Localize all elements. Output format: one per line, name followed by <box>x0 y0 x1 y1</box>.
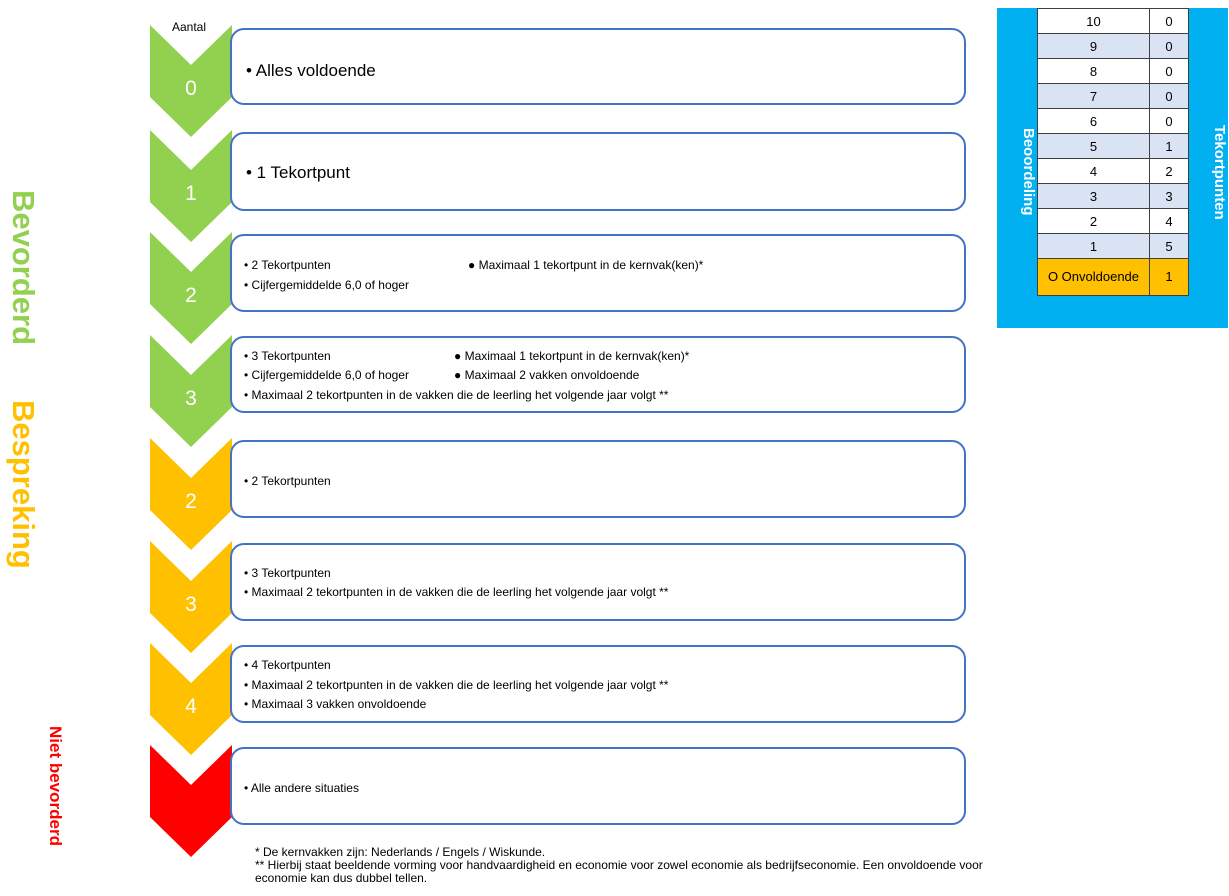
grade-row <box>1038 134 1189 159</box>
rule-text: • 1 Tekortpunt <box>246 163 350 182</box>
grade-row <box>1038 84 1189 109</box>
grade-row <box>1038 109 1189 134</box>
points-cell: 0 <box>1150 109 1189 134</box>
rule-text: • Maximaal 2 tekortpunten in de vakken die de leerling het volgende jaar volgt ** <box>244 585 669 599</box>
grade-cell: 2 <box>1038 209 1150 234</box>
rule-box-4 <box>230 440 966 518</box>
grade-cell: 7 <box>1038 84 1150 109</box>
rule-box-7 <box>230 747 966 825</box>
rule-text: • 2 Tekortpunten <box>244 258 331 272</box>
rule-box-1 <box>230 132 966 211</box>
grade-cell: 1 <box>1038 234 1150 259</box>
points-cell: 2 <box>1150 159 1189 184</box>
rule-box-0 <box>230 28 966 105</box>
chevron-number: 1 <box>185 182 197 205</box>
grade-cell: 6 <box>1038 109 1150 134</box>
rule-text: ● Maximaal 1 tekortpunt in de kernvak(ken)* <box>454 349 690 363</box>
grade-row <box>1038 159 1189 184</box>
rule-box-2 <box>230 234 966 312</box>
rule-box-5 <box>230 543 966 621</box>
rule-text: • 3 Tekortpunten <box>244 349 331 363</box>
rule-text: • Maximaal 2 tekortpunten in de vakken die de leerling het volgende jaar volgt ** <box>244 388 669 402</box>
grade-row <box>1038 9 1189 34</box>
rule-text: • Cijfergemiddelde 6,0 of hoger <box>244 278 409 292</box>
points-cell: 0 <box>1150 84 1189 109</box>
bevorderd-label: Bevorderd <box>6 190 41 346</box>
footnotes <box>255 846 1015 885</box>
rule-text: • Maximaal 2 tekortpunten in de vakken die de leerling het volgende jaar volgt ** <box>244 678 669 692</box>
grade-cell: 5 <box>1038 134 1150 159</box>
points-cell: 0 <box>1150 59 1189 84</box>
chevron-red <box>150 745 232 857</box>
grade-row <box>1038 209 1189 234</box>
footnote-beeldende-vorming: ** Hierbij staat beeldende vorming voor handvaardigheid en economie voor zowel economie als bedrijfseconomie. Een onvoldoende voor economie kan dus dubbel tellen. <box>255 858 983 885</box>
niet-bevorderd-label: Niet bevorderd <box>46 726 65 846</box>
rule-text: • 4 Tekortpunten <box>244 658 331 672</box>
rule-text: • Cijfergemiddelde 6,0 of hoger <box>244 368 409 382</box>
grade-cell: 4 <box>1038 159 1150 184</box>
points-cell: 0 <box>1150 9 1189 34</box>
chevron-number: 2 <box>185 284 197 307</box>
chevron-column <box>0 0 240 896</box>
chevron-number: 0 <box>185 77 197 100</box>
grade-cell: O Onvoldoende <box>1038 259 1150 296</box>
chevron-number: 3 <box>185 387 197 410</box>
bespreking-label: Bespreking <box>6 400 41 569</box>
rule-box-3 <box>230 336 966 413</box>
grade-cell: 8 <box>1038 59 1150 84</box>
points-cell: 3 <box>1150 184 1189 209</box>
grade-cell: 9 <box>1038 34 1150 59</box>
grade-row <box>1038 234 1189 259</box>
beoordeling-title: Beoordeling <box>1020 128 1037 216</box>
rule-text: • Maximaal 3 vakken onvoldoende <box>244 697 427 711</box>
chevron-number: 3 <box>185 593 197 616</box>
chevron-number: 4 <box>185 695 197 718</box>
points-cell: 5 <box>1150 234 1189 259</box>
points-cell: 4 <box>1150 209 1189 234</box>
rule-box-6 <box>230 645 966 723</box>
rule-text: ● Maximaal 2 vakken onvoldoende <box>454 368 640 382</box>
rule-text: • Alle andere situaties <box>244 781 359 795</box>
chevron-number: 2 <box>185 490 197 513</box>
grade-row <box>1038 59 1189 84</box>
rule-text: • Alles voldoende <box>246 61 376 80</box>
points-cell: 0 <box>1150 34 1189 59</box>
tekortpunten-title: Tekortpunten <box>1211 124 1228 220</box>
grade-table-panel <box>997 8 1228 328</box>
rule-text: • 3 Tekortpunten <box>244 566 331 580</box>
grade-cell: 3 <box>1038 184 1150 209</box>
aantal-label: Aantal <box>172 20 207 34</box>
grade-cell: 10 <box>1038 9 1150 34</box>
points-cell: 1 <box>1150 134 1189 159</box>
grade-row <box>1038 184 1189 209</box>
footnote-kernvakken: * De kernvakken zijn: Nederlands / Engels / Wiskunde. <box>255 845 546 859</box>
grade-row <box>1038 259 1189 296</box>
grade-table <box>1037 8 1189 296</box>
rule-text: ● Maximaal 1 tekortpunt in de kernvak(ken)* <box>468 258 704 272</box>
grade-row <box>1038 34 1189 59</box>
points-cell: 1 <box>1150 259 1189 296</box>
rule-text: • 2 Tekortpunten <box>244 474 331 488</box>
